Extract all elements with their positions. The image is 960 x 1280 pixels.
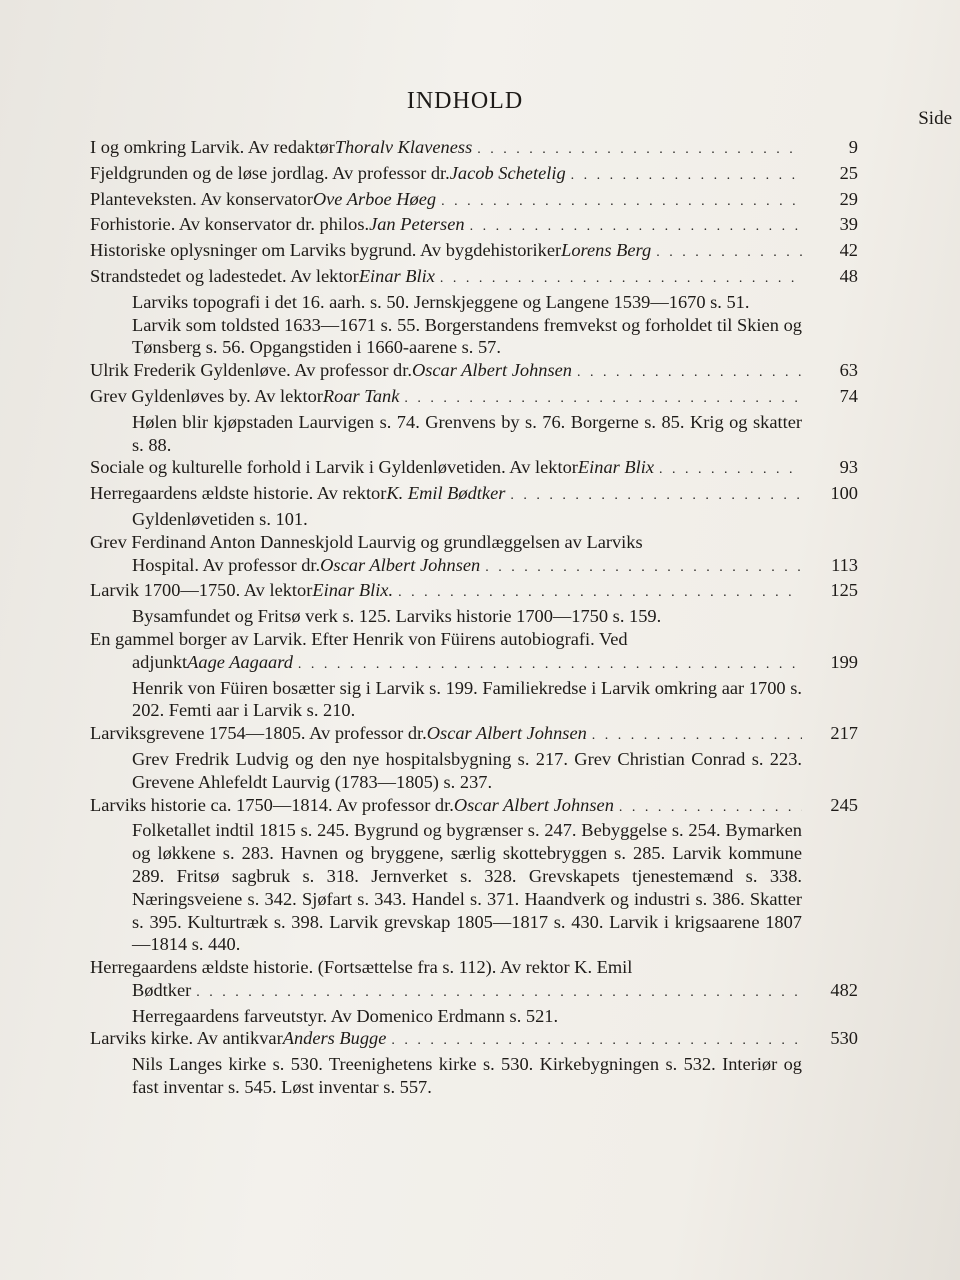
entry-author: Oscar Albert Johnsen [320, 554, 481, 575]
entry-page-number: 125 [830, 580, 858, 601]
entry-line [90, 456, 802, 482]
entry-subtopics: Larvik som toldsted 1633—1671 s. 55. Borgerstandens fremvekst og forholdet til Skien og Tønsberg s. 56. Opgangstiden i 1660-aarene s. 57. [132, 314, 802, 358]
toc-entry[interactable] [90, 239, 858, 265]
entry-title: Bødtker [132, 979, 192, 1000]
entry-line [90, 482, 802, 508]
entry-line [90, 579, 802, 605]
entry-line [90, 239, 802, 265]
entry-title: Herregaardens ældste historie. Av rektor [90, 483, 387, 504]
entry-title: Forhistorie. Av konservator dr. philos. [90, 214, 370, 235]
dot-leader [577, 362, 802, 385]
toc-entry[interactable] [90, 722, 858, 793]
entry-title: Fjeldgrunden og de løse jordlag. Av professor dr. [90, 162, 450, 183]
entry-line [90, 1027, 802, 1053]
entry-line [90, 385, 802, 411]
entry-title: Planteveksten. Av konservator [90, 188, 313, 209]
entry-line [90, 722, 802, 748]
toc-entry[interactable] [90, 579, 858, 628]
entry-author: Jan Petersen [369, 214, 465, 235]
dot-leader [440, 268, 802, 291]
toc-entry[interactable] [90, 1027, 858, 1098]
entry-page-number: 29 [839, 188, 858, 209]
entry-title-line: En gammel borger av Larvik. Efter Henrik von Füirens autobiografi. Ved [90, 628, 628, 649]
entry-author: Jacob Schetelig [449, 162, 566, 183]
entry-subtopics: Herregaardens farveutstyr. Av Domenico Erdmann s. 521. [132, 1005, 559, 1026]
dot-leader [510, 485, 802, 508]
entry-line [90, 979, 802, 1005]
entry-line [90, 651, 802, 677]
toc-entry[interactable] [90, 136, 858, 162]
entry-title: adjunkt [132, 651, 188, 672]
entry-title: I og omkring Larvik. Av redaktør [90, 137, 335, 157]
entry-title: Ulrik Frederik Gyldenløve. Av professor dr. [90, 360, 412, 381]
entry-author: Oscar Albert Johnsen [453, 794, 614, 815]
dot-leader [441, 191, 802, 214]
toc-entry[interactable] [90, 162, 858, 188]
entry-page-number: 39 [839, 214, 858, 235]
entry-page-number: 530 [830, 1028, 858, 1049]
toc-entry[interactable] [90, 265, 858, 359]
dot-leader [571, 165, 802, 188]
entry-author: Einar Blix [577, 457, 655, 478]
page-title: INDHOLD [406, 88, 524, 114]
entry-author: Anders Bugge [282, 1028, 387, 1049]
toc-entry[interactable] [90, 628, 858, 722]
entry-line [90, 359, 802, 385]
entry-title: Larviksgrevene 1754—1805. Av professor dr. [90, 723, 427, 744]
entry-line [90, 188, 802, 214]
entry-page-number: 100 [830, 483, 858, 504]
entry-author: Ove Arboe Høeg [312, 188, 437, 209]
toc-entry[interactable] [90, 956, 858, 1027]
entry-title: Hospital. Av professor dr. [132, 554, 321, 575]
entry-author: Oscar Albert Johnsen [426, 723, 587, 744]
dot-leader [659, 459, 802, 482]
entry-subtopics: Nils Langes kirke s. 530. Treenighetens kirke s. 530. Kirkebygningen s. 532. Interiør og fast inventar s. 545. Løst inventar s. 557. [132, 1054, 802, 1098]
dot-leader [485, 557, 802, 580]
dot-leader [656, 242, 802, 265]
side-column-label: Side [918, 108, 952, 129]
dot-leader [470, 216, 802, 239]
dot-leader [298, 654, 802, 677]
entry-author: Einar Blix [358, 265, 435, 286]
entry-author: Einar Blix. [312, 580, 394, 601]
entry-page-number: 74 [839, 385, 858, 406]
toc-entry[interactable] [90, 188, 858, 214]
dot-leader [404, 388, 802, 411]
entry-subtopics: Gyldenløvetiden s. 101. [132, 508, 308, 529]
entry-title-line: Herregaardens ældste historie. (Fortsættelse fra s. 112). Av rektor K. Emil [90, 957, 633, 978]
entry-page-number: 482 [830, 979, 858, 1000]
entry-author: K. Emil Bødtker [386, 483, 506, 504]
entry-page-number: 42 [839, 240, 858, 261]
entry-subtopics: Larviks topografi i det 16. aarh. s. 50. Jernskjeggene og Langene 1539—1670 s. 51. [132, 291, 750, 312]
entry-line [90, 265, 802, 291]
entry-page-number: 48 [839, 265, 858, 286]
entry-line [90, 213, 802, 239]
entry-line [90, 554, 802, 580]
entry-page-number: 199 [830, 651, 858, 672]
entry-page-number: 245 [830, 794, 858, 815]
entry-title: Grev Gyldenløves by. Av lektor [90, 385, 323, 406]
dot-leader [477, 139, 802, 162]
entry-page-number: 217 [830, 723, 858, 744]
entry-page-number: 113 [831, 554, 858, 575]
dot-leader [398, 582, 802, 605]
entry-author: Lorens Berg [561, 240, 652, 261]
entry-line [90, 794, 802, 820]
entry-subtopics: Folketallet indtil 1815 s. 245. Bygrund og bygrænser s. 247. Bebyggelse s. 254. Bymarken og løkkene s. 283. Havnen og bryggene, særlig skottebryggen s. 285. Larvik kommune 289. Fritsø sagbruk s. 318. Jernverket s. 328. Grevskapets tjenestemænd s. 338. Næringsveiene s. 342. Sjøfart s. 343. Handel s. 371. Haandverk og industri s. 386. Skatter s. 395. Kulturtræk s. 398. Larvik grevskap 1805—1817 s. 430. Larvik i krigsaarene 1807—1814 s. 440. [132, 820, 802, 955]
entry-title-line: Grev Ferdinand Anton Danneskjold Laurvig og grundlæggelsen av Larviks [90, 531, 643, 552]
entry-page-number: 63 [839, 360, 858, 381]
entry-author: Thoralv Klaveness [334, 137, 473, 157]
entry-page-number: 9 [848, 137, 858, 157]
toc-entry[interactable] [90, 213, 858, 239]
entry-author: Roar Tank [322, 385, 400, 406]
entry-subtopics: Hølen blir kjøpstaden Laurvigen s. 74. Grenvens by s. 76. Borgerne s. 85. Krig og skatter s. 88. [132, 411, 802, 455]
entry-subtopics: Grev Fredrik Ludvig og den nye hospitalsbygning s. 217. Grev Christian Conrad s. 223. Grevene Ahlefeldt Laurvig (1783—1805) s. 237. [132, 748, 802, 792]
toc-entry[interactable] [90, 456, 858, 482]
table-of-contents [90, 136, 858, 1099]
toc-entry[interactable] [90, 482, 858, 531]
dot-leader [196, 982, 802, 1005]
entry-line [90, 162, 802, 188]
toc-entry[interactable] [90, 794, 858, 957]
dot-leader [391, 1030, 802, 1053]
entry-page-number: 25 [839, 162, 858, 183]
entry-title: Sociale og kulturelle forhold i Larvik i Gyldenløvetiden. Av lektor [90, 457, 578, 478]
dot-leader [619, 797, 802, 820]
entry-title: Larviks kirke. Av antikvar [90, 1028, 283, 1049]
entry-author: Oscar Albert Johnsen [411, 360, 572, 381]
entry-subtopics: Bysamfundet og Fritsø verk s. 125. Larviks historie 1700—1750 s. 159. [132, 606, 662, 627]
toc-entry[interactable] [90, 385, 858, 456]
dot-leader [592, 725, 802, 748]
entry-page-number: 93 [839, 457, 858, 478]
entry-subtopics: Henrik von Füiren bosætter sig i Larvik s. 199. Familiekredse i Larvik omkring aar 1700 s. 202. Femti aar i Larvik s. 210. [132, 677, 802, 721]
entry-author: Aage Aagaard [187, 651, 293, 672]
entry-title: Larvik 1700—1750. Av lektor [90, 580, 313, 601]
toc-entry[interactable] [90, 359, 858, 385]
entry-line [90, 136, 802, 162]
toc-entry[interactable] [90, 531, 858, 580]
entry-title: Larviks historie ca. 1750—1814. Av professor dr. [90, 794, 454, 815]
entry-title: Strandstedet og ladestedet. Av lektor [90, 265, 359, 286]
entry-title: Historiske oplysninger om Larviks bygrund. Av bygdehistoriker [90, 240, 562, 261]
